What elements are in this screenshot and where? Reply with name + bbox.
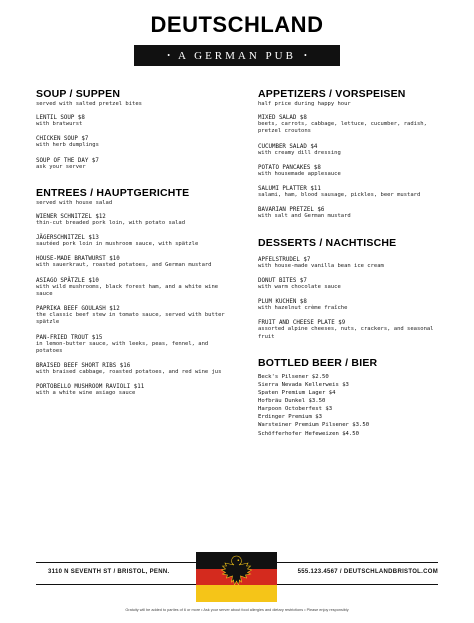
item-name: SALUMI PLATTER $11 (258, 186, 321, 192)
soup-section (36, 88, 232, 171)
section-note: served with house salad (36, 199, 113, 206)
item-name: PORTOBELLO MUSHROOM RAVIOLI $11 (36, 384, 145, 391)
item-desc: thin-cut breaded pork loin, with potato salad (36, 219, 186, 226)
beer-list (258, 373, 448, 438)
menu-item (36, 214, 232, 227)
item-name: BRAISED BEEF SHORT RIBS $16 (36, 363, 131, 369)
subtitle: A GERMAN PUB (178, 49, 296, 62)
item-name: PAPRIKA BEEF GOULASH $12 (36, 306, 120, 312)
menu-item (258, 257, 448, 270)
menu-item (36, 256, 232, 269)
menu-item (36, 115, 232, 128)
menu-item (36, 136, 232, 149)
item-desc: with hazelnut crème fraîche (258, 305, 348, 311)
item-name: PAN-FRIED TROUT $15 (36, 334, 103, 341)
item-desc: with housemade applesauce (258, 170, 341, 177)
beer-item: Spaten Premium Lager $4 (258, 389, 336, 396)
menu-item (36, 384, 232, 397)
item-desc: with a white wine asiago sauce (36, 390, 136, 397)
menu-item (258, 278, 448, 291)
section-title: APPETIZERS / VORSPEISEN (258, 88, 406, 100)
item-name: FRUIT AND CHEESE PLATE $9 (258, 320, 346, 327)
item-desc: beets, carrots, cabbage, lettuce, cucumber, radish, pretzel croutons (258, 121, 427, 135)
item-desc: assorted alpine cheeses, nuts, crackers, and seasonal fruit (258, 326, 434, 340)
menu-item (36, 363, 232, 376)
footer-contact (298, 569, 438, 575)
address-street: 3110 N SEVENTH ST (48, 569, 112, 575)
disclaimer: Gratuity will be added to parties of 6 or more • Ask your server about food allergies and dietary restrictions • Please enjoy responsibly (125, 608, 349, 612)
item-desc: with braised cabbage, roasted potatoes, and red wine jus (36, 369, 222, 375)
item-desc: with sauerkraut, roasted potatoes, and German mustard (36, 262, 212, 269)
item-name: DONUT BITES $7 (258, 277, 307, 284)
section-title: SOUP / SUPPEN (36, 88, 121, 100)
bullet-icon: • (303, 51, 307, 60)
beer-item: Sierra Nevada Kellerweis $3 (258, 381, 349, 388)
item-name: APFELSTRUDEL $7 (258, 256, 311, 263)
item-desc: the classic beef stew in tomato sauce, served with butter spätzle (36, 312, 225, 326)
section-title: DESSERTS / NACHTISCHE (258, 236, 397, 249)
beer-item: Hofbräu Dunkel $3.50 (258, 398, 326, 405)
beer-item: Harpoon Octoberfest $3 (258, 406, 333, 413)
beer-item: Erdinger Premium $3 (258, 414, 322, 421)
item-name: CHICKEN SOUP $7 (36, 136, 89, 143)
menu-item (36, 335, 232, 356)
item-name: JÄGERSCHNITZEL $13 (36, 235, 99, 241)
item-name: CUCUMBER SALAD $4 (258, 143, 318, 150)
right-column (258, 88, 448, 454)
flag-emblem (196, 552, 277, 602)
menu-item (258, 320, 448, 341)
beer-section (258, 357, 448, 438)
appetizers-section (258, 88, 448, 221)
menu-item (258, 186, 448, 199)
menu-item (36, 235, 232, 248)
beer-item: Warsteiner Premium Pilsener $3.50 (258, 422, 370, 429)
desserts-section (258, 237, 448, 341)
item-desc: with house-made vanilla bean ice cream (258, 262, 384, 269)
separator: / (339, 569, 344, 575)
website: DEUTSCHLANDBRISTOL.COM (343, 569, 438, 575)
menu-item (36, 306, 232, 327)
menu-item (258, 207, 448, 220)
item-name: PLUM KUCHEN $8 (258, 299, 307, 305)
menu-item (258, 299, 448, 312)
item-name: LENTIL SOUP $8 (36, 115, 85, 121)
separator: / (113, 569, 118, 575)
item-name: BAVARIAN PRETZEL $6 (258, 207, 325, 214)
item-desc: with creamy dill dressing (258, 149, 341, 156)
menu-item (258, 115, 448, 136)
item-desc: with salt and German mustard (258, 213, 351, 220)
german-flag-eagle-icon (196, 552, 277, 602)
section-note: served with salted pretzel bites (36, 101, 142, 107)
section-title: BOTTLED BEER / BIER (258, 356, 378, 369)
item-name: POTATO PANCAKES $8 (258, 164, 321, 171)
footer-address (48, 569, 169, 575)
item-desc: with bratwurst (36, 121, 83, 127)
item-name: MIXED SALAD $8 (258, 115, 307, 121)
item-desc: sautéed pork loin in mushroom sauce, with spätzle (36, 241, 199, 247)
beer-item: Schöfferhofer Hefeweizen $4.50 (258, 430, 360, 437)
item-desc: salami, ham, blood sausage, pickles, beer mustard (258, 192, 421, 198)
phone: 555.123.4567 (297, 569, 338, 575)
menu-item (36, 278, 232, 299)
restaurant-title: DEUTSCHLAND (150, 12, 324, 37)
address-city: BRISTOL, PENN. (117, 569, 170, 575)
section-title: ENTREES / HAUPTGERICHTE (36, 186, 190, 199)
item-desc: ask your server (36, 163, 86, 170)
item-desc: with herb dumplings (36, 142, 99, 149)
left-column (36, 88, 232, 414)
item-desc: in lemon-butter sauce, with leeks, peas, fennel, and potatoes (36, 340, 209, 354)
item-name: ASIAGO SPÄTZLE $10 (36, 277, 99, 284)
menu-item (258, 165, 448, 178)
bullet-icon: • (167, 51, 171, 60)
entrees-section (36, 187, 232, 398)
menu-item (258, 144, 448, 157)
beer-item: Beck's Pilsener $2.50 (258, 373, 329, 380)
item-name: WIENER SCHNITZEL $12 (36, 213, 106, 220)
item-desc: with warm chocolate sauce (258, 283, 341, 290)
menu-item (36, 158, 232, 171)
item-desc: with wild mushrooms, black forest ham, and a white wine sauce (36, 283, 219, 297)
subtitle-banner (134, 45, 340, 66)
section-note: half price during happy hour (258, 101, 351, 107)
item-name: HOUSE-MADE BRATWURST $10 (36, 256, 120, 263)
item-name: SOUP OF THE DAY $7 (36, 157, 99, 164)
